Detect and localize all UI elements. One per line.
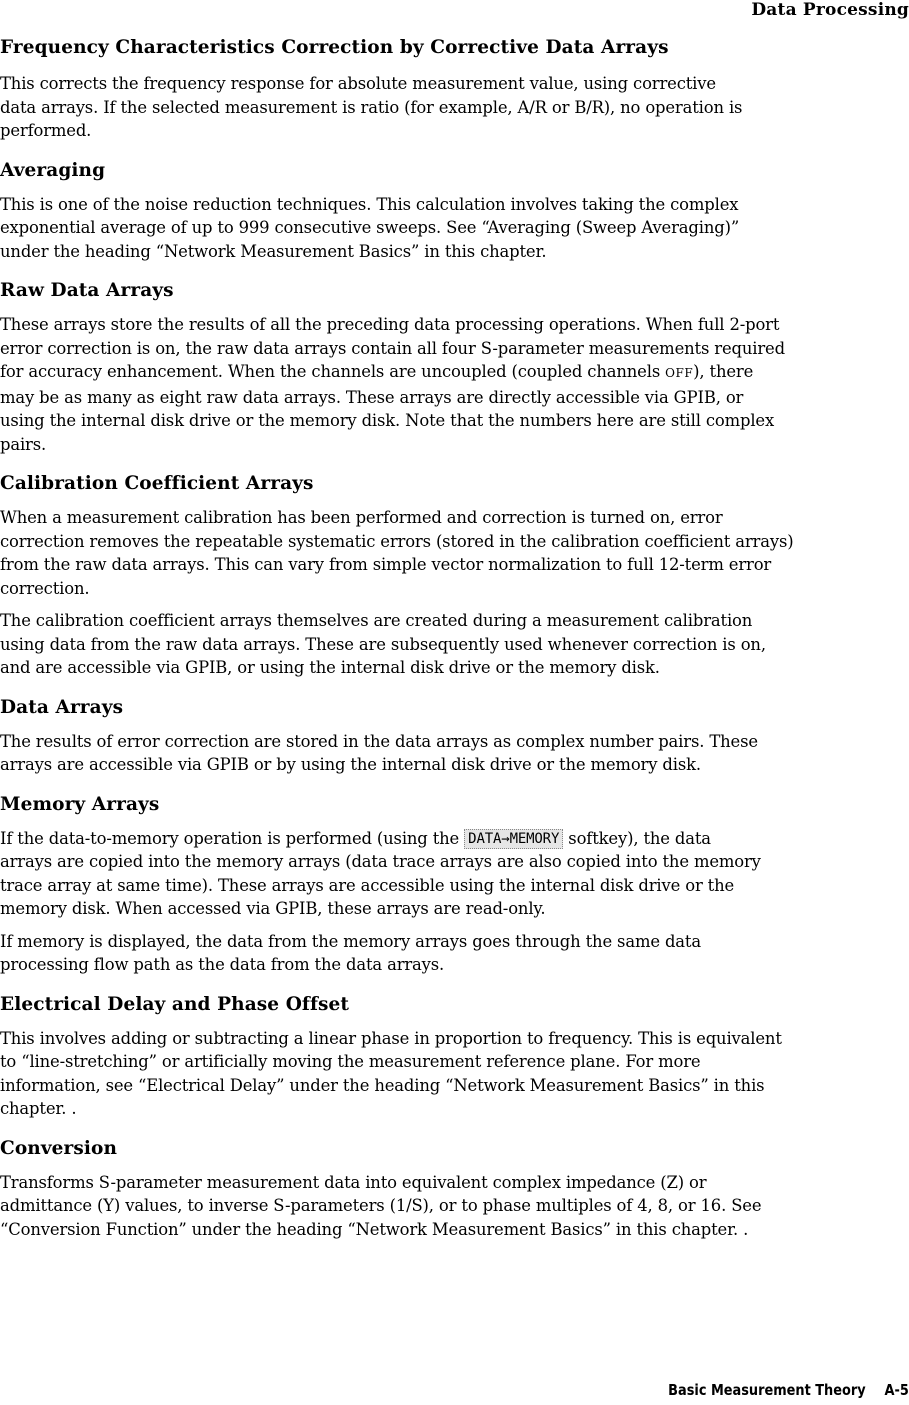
text-line: using the internal disk drive or the memory disk. Note that the numbers here are still complex [0,411,775,430]
paragraph [0,609,909,680]
text-line: The results of error correction are stored in the data arrays as complex number pairs. These [0,731,758,751]
text-line [0,360,909,386]
text-line: “Conversion Function” under the heading “Network Measurement Basics” in this chapter. . [0,1219,749,1239]
text-line: chapter. . [0,1099,77,1118]
text-line: trace array at same time). These arrays are accessible using the internal disk drive or the [0,875,735,895]
heading-data-arrays: Data Arrays [0,696,124,718]
paragraph [0,930,909,977]
text-line: error correction is on, the raw data arrays contain all four S-parameter measurements required [0,338,785,358]
paragraph [0,72,909,143]
text-line: pairs. [0,434,47,454]
paragraph [0,1171,909,1242]
heading-calibration-coefficient-arrays: Calibration Coefficient Arrays [0,473,314,494]
text-line: memory disk. When accessed via GPIB, these arrays are read-only. [0,899,546,918]
text-line: The calibration coefficient arrays themselves are created during a measurement calibration [0,611,753,630]
text-line [0,827,909,851]
paragraph [0,1027,909,1121]
text-line: processing flow path as the data from the data arrays. [0,955,445,974]
paragraph [0,827,909,921]
text-line: correction removes the repeatable systematic errors (stored in the calibration coefficient arrays) [0,531,794,551]
text-line: using data from the raw data arrays. These are subsequently used whenever correction is on, [0,634,766,654]
text-line: arrays are copied into the memory arrays (data trace arrays are also copied into the memory [0,852,761,871]
heading-conversion: Conversion [0,1137,118,1159]
text-line: admittance (Y) values, to inverse S-parameters (1/S), or to phase multiples of 4, 8, or 16. See [0,1196,762,1215]
text-line: may be as many as eight raw data arrays. These arrays are directly accessible via GPIB, or [0,387,744,407]
text-fragment: for accuracy enhancement. When the channels are uncoupled (coupled channels [0,362,666,381]
text-fragment: If the data-to-memory operation is performed (using the [0,828,465,848]
text-line: information, see “Electrical Delay” under the heading “Network Measurement Basics” in this [0,1075,765,1095]
heading-memory-arrays: Memory Arrays [0,793,160,815]
text-line: These arrays store the results of all the preceding data processing operations. When full 2-port [0,315,780,334]
page-number: A-5 [884,1381,909,1399]
text-line: This involves adding or subtracting a linear phase in proportion to frequency. This is equivalent [0,1028,782,1048]
paragraph [0,506,909,600]
running-footer [668,1381,909,1399]
text-line: arrays are accessible via GPIB or by using the internal disk drive or the memory disk. [0,755,701,774]
paragraph [0,193,909,264]
text-line: This corrects the frequency response for absolute measurement value, using corrective [0,74,716,93]
text-line: data arrays. If the selected measurement is ratio (for example, A/R or B/R), no operation is [0,97,743,117]
text-line: When a measurement calibration has been performed and correction is turned on, error [0,508,723,527]
paragraph [0,730,909,777]
data-to-memory-softkey: DATA→MEMORY [464,829,563,849]
text-fragment: ), there [693,362,754,381]
text-line: performed. [0,121,92,140]
footer-chapter-title: Basic Measurement Theory [668,1381,866,1399]
text-line: Transforms S-parameter measurement data into equivalent complex impedance (Z) or [0,1172,707,1192]
heading-averaging: Averaging [0,159,106,181]
text-line: correction. [0,578,90,598]
running-header: Data Processing [751,0,909,20]
off-state-label: OFF [665,366,694,380]
text-line: from the raw data arrays. This can vary from simple vector normalization to full 12-term error [0,555,772,574]
text-line: If memory is displayed, the data from the memory arrays goes through the same data [0,931,701,951]
paragraph [0,313,909,456]
heading-electrical-delay-phase-offset: Electrical Delay and Phase Offset [0,993,350,1015]
page-body [0,36,909,1241]
text-line: This is one of the noise reduction techniques. This calculation involves taking the complex [0,194,739,214]
text-line: exponential average of up to 999 consecutive sweeps. See “Averaging (Sweep Averaging)” [0,218,740,237]
heading-frequency-correction: Frequency Characteristics Correction by Corrective Data Arrays [0,37,669,58]
text-line: and are accessible via GPIB, or using the internal disk drive or the memory disk. [0,658,660,677]
text-fragment: softkey), the data [563,828,711,848]
heading-raw-data-arrays: Raw Data Arrays [0,280,174,301]
text-line: under the heading “Network Measurement Basics” in this chapter. [0,241,547,261]
text-line: to “line-stretching” or artificially moving the measurement reference plane. For more [0,1052,701,1071]
